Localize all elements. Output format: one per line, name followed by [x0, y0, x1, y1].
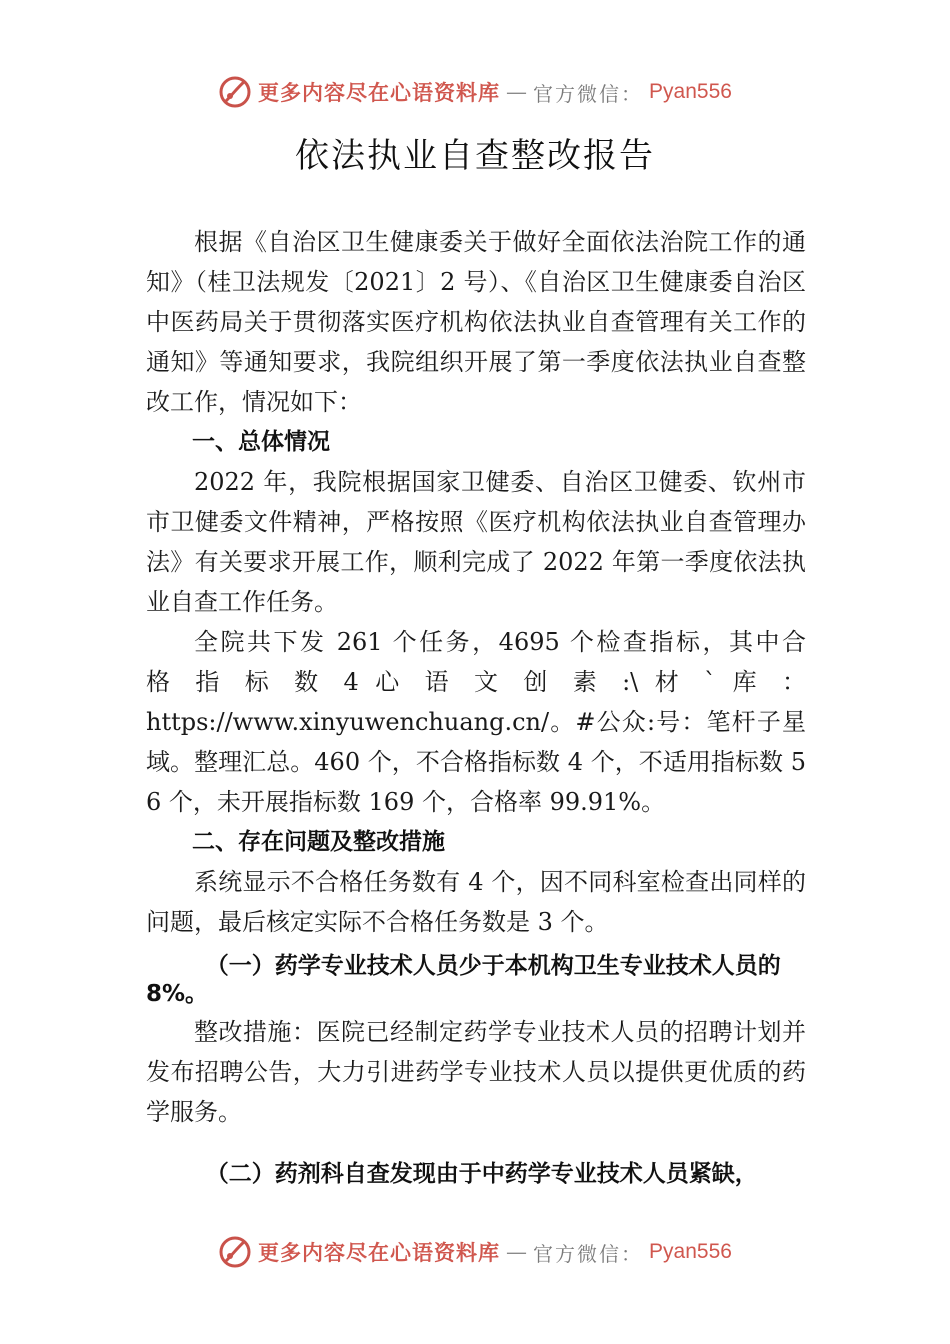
issue-2-heading: （二）药剂科自查发现由于中药学专业技术人员紧缺， [205, 1161, 758, 1187]
intro-paragraph: 根据《自治区卫生健康委关于做好全面依法治院工作的通知》（桂卫法规发〔2021〕2 号）、《自治区卫生健康委自治区中医药局关于贯彻落实医疗机构依法执业自查管理有关工作的通知》等通知要求，我院组织开展了第一季度依法执业自查整改工作，情况如下： [146, 228, 806, 416]
section-heading-issues: 二、存在问题及整改措施 [192, 829, 445, 855]
issue-1-heading: （一）药学专业技术人员少于本机构卫生专业技术人员的 8%。 [146, 953, 781, 1007]
spacer [146, 1132, 806, 1150]
watermark-separator: — [506, 1240, 528, 1264]
watermark-separator: — [506, 80, 528, 104]
watermark-wechat-id: Pyan556 [649, 80, 732, 103]
overview-paragraph: 2022 年，我院根据国家卫健委、自治区卫健委、钦州市市卫健委文件精神，严格按照《医疗机构依法执业自查管理办法》有关要求开展工作，顺利完成了 2022 年第一季度依法执业自查工作任务。 [146, 468, 806, 616]
brush-logo-icon [218, 75, 252, 109]
watermark-text: 更多内容尽在心语资料库 [258, 80, 501, 105]
section-heading-overview: 一、总体情况 [192, 429, 330, 455]
document-body [146, 222, 806, 1192]
watermark-wechat-id: Pyan556 [649, 1240, 732, 1263]
issues-paragraph: 系统显示不合格任务数有 4 个，因不同科室检查出同样的问题，最后核定实际不合格任务数是 3 个。 [146, 868, 806, 936]
brush-logo-icon [218, 1235, 252, 1269]
watermark-wechat-label: 官方微信： [533, 1241, 644, 1266]
stats-paragraph-rest: https://www.xinyuwenchuang.cn/。#公众:号：笔杆子星域。整理汇总。460 个，不合格指标数 4 个，不适用指标数 56 个，未开展指标数 169 个，合格率 99.91%。 [146, 708, 806, 816]
document-title: 依法执业自查整改报告 [295, 136, 655, 176]
watermark-text: 更多内容尽在心语资料库 [258, 1240, 501, 1265]
header-watermark [0, 72, 950, 112]
stats-paragraph-line2: 格 指 标 数 4 心 语 文 创 素 :\ 材 ` 库 ： [146, 668, 806, 696]
watermark-wechat-label: 官方微信： [533, 81, 644, 106]
stats-paragraph-line1: 全院共下发 261 个任务，4695 个检查指标，其中合 [194, 628, 806, 656]
issue-1-measure: 整改措施：医院已经制定药学专业技术人员的招聘计划并发布招聘公告，大力引进药学专业技术人员以提供更优质的药学服务。 [146, 1018, 806, 1126]
footer-watermark [0, 1232, 950, 1272]
